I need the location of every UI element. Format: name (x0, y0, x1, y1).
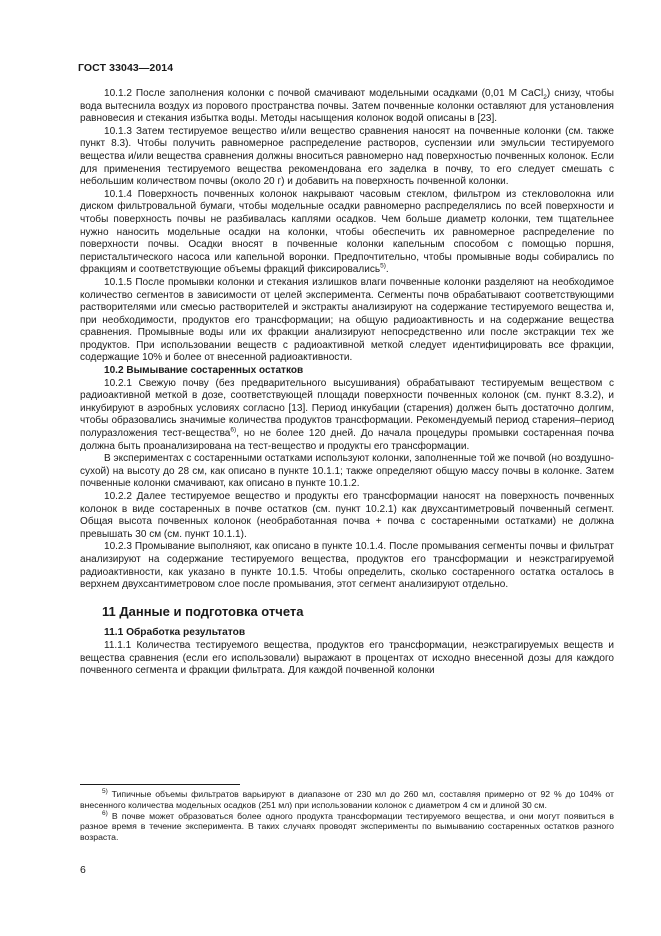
page-number: 6 (80, 864, 86, 876)
footnote-6: $^{6)}$ В почве может образоваться более одного продукта трансформации тестируемого вещества, и они могут появиться в разное время в течение эксперимента. В таких случаях проводят эксперименты по вымыванию состаренных остатков разного возраста. (80, 809, 615, 843)
section-heading-10-2: 10.2 Вымывание состаренных остатков (104, 365, 304, 377)
paragraph-10-1-2: 10.1.2 После заполнения колонки с почвой смачивают модельными осадками (0,01 M CaCl$_2$) снизу, чтобы вода вытеснила воздух из порового пространства почвы. Затем почвенные колонки оставляют для установления равновесия и стекания избытка воды. Методы насыщения колонок водой описаны в [23]. (80, 88, 614, 125)
section-heading-11: 11 Данные и подготовка отчета (102, 603, 304, 619)
paragraph-10-1-3: 10.1.3 Затем тестируемое вещество и/или вещество сравнения наносят на почвенные колонки (см. также пункт 8.3). Чтобы получить равномерное распределение растворов, суспензии или эмульсии тестируемого вещества и/или вещества сравнения должны вноситься равномерно над поверхностью почвенных колонок. Если для применения тестируемого вещества рекомендована его заделка в почву, то его следует смешать с небольшим количеством почвы (около 20 г) и добавить на поверхность почвенной колонки. (80, 125, 614, 188)
footnote-ref-6: 6) (230, 426, 237, 434)
footnote-5: $^{5)}$ Типичные объемы фильтратов варьируют в диапазоне от 230 мл до 260 мл, составляя примерно от 92 % до 104% от внесенного количества модельных осадков (251 мл) при использовании колонок с диаметром 4 см и длиной 30 см. (80, 788, 614, 810)
footnote-divider (80, 784, 240, 785)
section-heading-11-1: 11.1 Обработка результатов (104, 627, 246, 639)
paragraph-10-1-5: 10.1.5 После промывки колонки и стекания излишков влаги почвенные колонки разделяют на необходимое количество сегментов в зависимости от целей эксперимента. Сегменты почв обрабатывают соответствующими растворителями или смесью растворителей и экстракты анализируют на содержание тестируемого вещества и, при необходимости, продуктов его трансформации; на общую радиоактивность и на содержание вещества сравнения. Промывные воды или их фракции анализируют непосредственно или после экстракции тех же продуктов. При использовании веществ с радиоактивной меткой следует идентифицировать все фракции, содержащие 10% и более от внесенной радиоактивности. (80, 276, 614, 364)
paragraph-10-2-3: 10.2.3 Промывание выполняют, как описано в пункте 10.1.4. После промывания сегменты почвы и фильтрат анализируют на содержание тестируемого вещества, продуктов его трансформации и неэкстрагируемой радиоактивности, как указано в пункте 10.1.5. Чтобы определить, сколько состаренного остатка осталось в верхнем двухсантиметровом слое после промывания, этот сегмент анализируют отдельно. (80, 541, 614, 591)
paragraph-10-2-1: 10.2.1 Свежую почву (без предварительного высушивания) обрабатывают тестируемым веществом с радиоактивной меткой в дозе, соответствующей площади поверхности почвенных колонок (см. пункт 8.3.2), и инкубируют в аэробных условиях согласно [13]. Период инкубации (старения) должен быть достаточно долгим, чтобы образовались значимые количества продуктов трансформации. Рекомендуемый период старения–период полуразложения тест-вещества$^{6)}$, но не более 120 дней. До начала процедуры промывки состаренная почва должна быть проанализирована на тест-вещество и продукты его трансформации. (80, 377, 615, 452)
document-header: ГОСТ 33043—2014 (78, 62, 174, 74)
paragraph-10-1-4: 10.1.4 Поверхность почвенных колонок накрывают часовым стеклом, фильтром из стекловолокна или диском фильтровальной бумаги, чтобы модельные осадки равномерно распределялись по всей поверхности и чтобы поверхность почвы не разбивалась каплями осадков. Чем больше диаметр колонки, тем тщательнее нужно наносить модельные осадки на колонки, чтобы обеспечить их равномерное распределение по поверхности почвы. Осадки вносят в почвенные колонки капельным способом с помощью поршня, перистальтического насоса или капельной воронки. Предпочтительно, чтобы промывные воды собирались по фракциям и соответствующие объемы фракций фиксировались$^{5)}$. (80, 188, 614, 276)
document-body (80, 88, 614, 678)
footnotes (80, 789, 614, 843)
paragraph-10-2-1-continued: В экспериментах с состаренными остатками используют колонки, заполненные той же почвой (но воздушно-сухой) на высоту до 28 см, как описано в пункте 10.1.1; также определяют общую массу почвы в колонке. Затем почвенные колонки смачивают, как описано в пункте 10.1.2. (80, 453, 614, 490)
paragraph-10-2-2: 10.2.2 Далее тестируемое вещество и продукты его трансформации наносят на поверхность почвенных колонок в виде состаренных в почве остатков (см. пункт 10.2.1) как двухсантиметровый почвенный сегмент. Общая высота почвенных колонок (необработанная почва + почва с состаренными остатками) не должна превышать 30 см (см. пункт 10.1.1). (80, 491, 614, 540)
footnote-ref-5: 5) (380, 262, 386, 270)
paragraph-11-1-1: 11.1.1 Количества тестируемого вещества, продуктов его трансформации, неэкстрагируемых веществ и вещества сравнения (если его использовали) выражают в процентах от исходно внесенной дозы для каждого почвенного сегмента и фракции фильтрата. Для каждой почвенной колонки (80, 639, 614, 677)
